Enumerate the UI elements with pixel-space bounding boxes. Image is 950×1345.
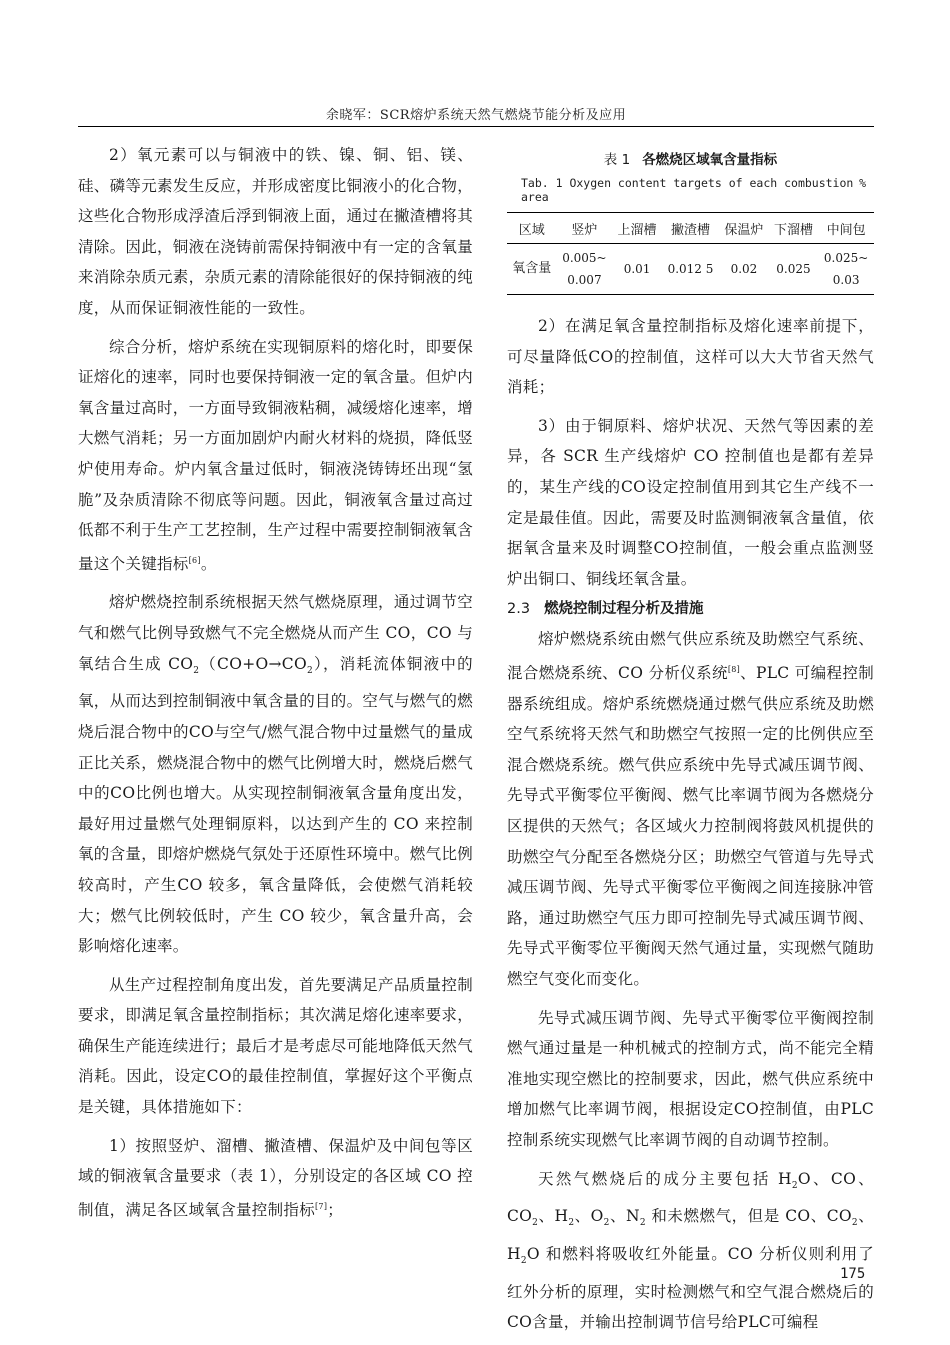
table-header-cell: 区域 — [507, 213, 557, 244]
text: 、PLC 可编程控制器系统组成。熔炉系统燃烧通过燃气供应系统及助燃空气系统将天然气和助燃空气按照一定的比例供应至混合燃烧系统。燃气供应系统中先导式减压调节阀、先导式平衡零位平衡阀、燃气比率调节阀为各燃烧分区提供的天然气；各区域火力控制阀将鼓风机提供的助燃空气分配至各燃烧分区；助燃空气管道与先导式减压调节阀、先导式平衡零位平衡阀之间连接脉冲管路，通过助燃空气压力即可控制先导式减压调节阀、先导式平衡零位平衡阀天然气通过量，实现燃气随助燃空气变化而变化。 — [507, 664, 874, 989]
paragraph-measure-3: 3）由于铜原料、熔炉状况、天然气等因素的差异，各 SCR 生产线熔炉 CO 控制值也是都有差异的，某生产线的CO设定控制值用到其它生产线不一定是最佳值。因此，需要及时监测铜液氧含量值，依据氧含量来及时调整CO控制值，一般会重点监测竖炉出铜口、铜线坯氧含量。 — [507, 416, 874, 588]
table-title-text: 各燃烧区域氧含量指标 — [642, 152, 778, 168]
text: 天然气燃烧后的成分主要包括 H — [538, 1169, 792, 1188]
text: 。 — [200, 554, 217, 573]
subscript: 2 — [193, 665, 200, 676]
running-header: 余晓军：SCR熔炉系统天然气燃烧节能分析及应用 — [325, 108, 627, 123]
text: （CO+O→CO — [199, 654, 307, 673]
table-header-cell: 竖炉 — [557, 213, 613, 244]
paragraph-measure-1 — [78, 1131, 473, 1226]
table-unit: % — [859, 176, 866, 190]
table-header-cell: 中间包 — [818, 213, 874, 244]
subscript: 2 — [791, 1180, 798, 1191]
table-cell: 0.012 5 — [662, 244, 719, 295]
text: O、CO、CO — [507, 1169, 874, 1226]
text: 1）按照竖炉、溜槽、撇渣槽、保温炉及中间包等区域的铜液氧含量要求（表 1），分别设定的各区域 CO 控制值，满足各区域氧含量控制指标 — [78, 1136, 473, 1219]
subscript: 2 — [568, 1218, 575, 1229]
table-cell: 0.025~ 0.03 — [818, 244, 874, 295]
subscript: 2 — [306, 665, 313, 676]
table-cell: 0.01 — [612, 244, 662, 295]
subscript: 2 — [639, 1218, 646, 1229]
table-header-row — [507, 213, 874, 244]
oxygen-table — [507, 212, 874, 295]
table-title — [507, 148, 874, 168]
table-en-title-text: Tab. 1 Oxygen content targets of each combustion area — [521, 176, 854, 204]
citation: [8] — [727, 664, 741, 674]
subscript: 2 — [520, 1256, 527, 1267]
table-cell: 0.005~ 0.007 — [557, 244, 613, 295]
paragraph-combustion-principle — [78, 587, 473, 961]
table-row-label: 氧含量 — [507, 244, 557, 295]
paragraph-comprehensive-analysis — [78, 332, 473, 580]
text: 和未燃燃气，但是 CO、CO — [645, 1207, 852, 1226]
table-header-cell: 撇渣槽 — [662, 213, 719, 244]
text: O 和燃料将吸收红外能量。CO 分析仪则利用了红外分析的原理，实时检测燃气和空气混合燃烧后的CO含量，并输出控制调节信号给PLC可编程 — [507, 1244, 874, 1332]
paragraph-measure-2: 2）在满足氧含量控制指标及熔化速率前提下，可尽量降低CO的控制值，这样可以大大节省天然气消耗； — [507, 317, 874, 397]
table-header-cell: 保温炉 — [719, 213, 769, 244]
text: 熔炉燃烧系统由燃气供应系统及助燃空气系统、混合燃烧系统、CO 分析仪系统 — [507, 630, 874, 683]
right-column — [507, 140, 874, 1338]
text: 、H — [538, 1207, 569, 1226]
section-number: 2.3 — [507, 601, 531, 618]
paragraph-infrared-analysis — [507, 1164, 874, 1338]
table-1 — [507, 148, 874, 295]
table-cell: 0.02 — [719, 244, 769, 295]
citation: [6] — [188, 555, 201, 565]
paragraph-valve-control: 先导式减压调节阀、先导式平衡零位平衡阀控制燃气通过量是一种机械式的控制方式，尚不能完全精准地实现空燃比的控制要求，因此，燃气供应系统中增加燃气比率调节阀，根据设定CO控制值，由PLC控制系统实现燃气比率调节阀的自动调节控制。 — [507, 1008, 874, 1149]
subscript: 2 — [603, 1218, 610, 1229]
paragraph-oxygen-reaction: 2）氧元素可以与铜液中的铁、镍、铜、铝、镁、硅、磷等元素发生反应，并形成密度比铜液小的化合物，这些化合物形成浮渣后浮到铜液上面，通过在撇渣槽将其清除。因此，铜液在浇铸前需保持铜液中有一定的含氧量来消除杂质元素，杂质元素的清除能很好的保持铜液的纯度，从而保证铜液性能的一致性。 — [78, 146, 474, 317]
text: 综合分析，熔炉系统在实现铜原料的熔化时，即要保证熔化的速率，同时也要保持铜液一定的氧含量。但炉内氧含量过高时，一方面导致铜液粘稠，减缓熔化速率，增大燃气消耗；另一方面加剧炉内耐火材料的烧损，降低竖炉使用寿命。炉内氧含量过低时，铜液浇铸铸坯出现“氢脆”及杂质清除不彻底等问题。因此，铜液氧含量过高过低都不利于生产工艺控制，生产过程中需要控制铜液氧含量这个关键指标 — [78, 337, 474, 573]
section-heading — [507, 594, 874, 624]
subscript: 2 — [851, 1218, 858, 1229]
text: 、O — [574, 1207, 604, 1226]
paragraph-production-control: 从生产过程控制角度出发，首先要满足产品质量控制要求，即满足氧含量控制指标；其次满足熔化速率要求，确保生产能连续进行；最后才是考虑尽可能地降低天然气消耗。因此，设定CO的最佳控制值，掌握好这个平衡点是关键，具体措施如下： — [78, 975, 474, 1117]
text: 、H — [507, 1207, 874, 1263]
citation: [7] — [315, 1201, 328, 1211]
table-header-cell: 下溜槽 — [769, 213, 819, 244]
table-header-cell: 上溜槽 — [612, 213, 662, 244]
text: ），消耗流体铜液中的氧，从而达到控制铜液中氧含量的目的。空气与燃气的燃烧后混合物中的CO与空气/燃气混合物中过量燃气的量成正比关系，燃烧混合物中的燃气比例增大时，燃烧后燃气中的CO比例也增大。从实现控制铜液氧含量角度出发，最好用过量燃气处理铜原料，以达到产生的 CO 来控制氧的含量，即熔炉燃烧气氛处于还原性环境中。燃气比例较高时，产生CO 较多，氧含量降低，会使燃气消耗较大；燃气比例较低时，产生 CO 较少，氧含量升高，会影响熔化速率。 — [78, 654, 474, 956]
table-cell: 0.025 — [769, 244, 819, 295]
table-english-title — [507, 172, 874, 212]
text: ； — [327, 1201, 344, 1219]
subscript: 2 — [532, 1218, 539, 1229]
text: 熔炉燃烧控制系统根据天然气燃烧原理，通过调节空气和燃气比例导致燃气不完全燃烧从而产生 CO，CO 与氧结合生成 CO — [78, 593, 473, 673]
header-rule — [78, 126, 874, 127]
paragraph-combustion-system — [507, 624, 874, 994]
left-column — [78, 140, 473, 1226]
table-number: 表 1 — [603, 152, 631, 168]
section-title: 燃烧控制过程分析及措施 — [544, 601, 704, 618]
page-number: 175 — [840, 1266, 866, 1282]
text: 、N — [609, 1207, 640, 1226]
table-row — [507, 244, 874, 295]
